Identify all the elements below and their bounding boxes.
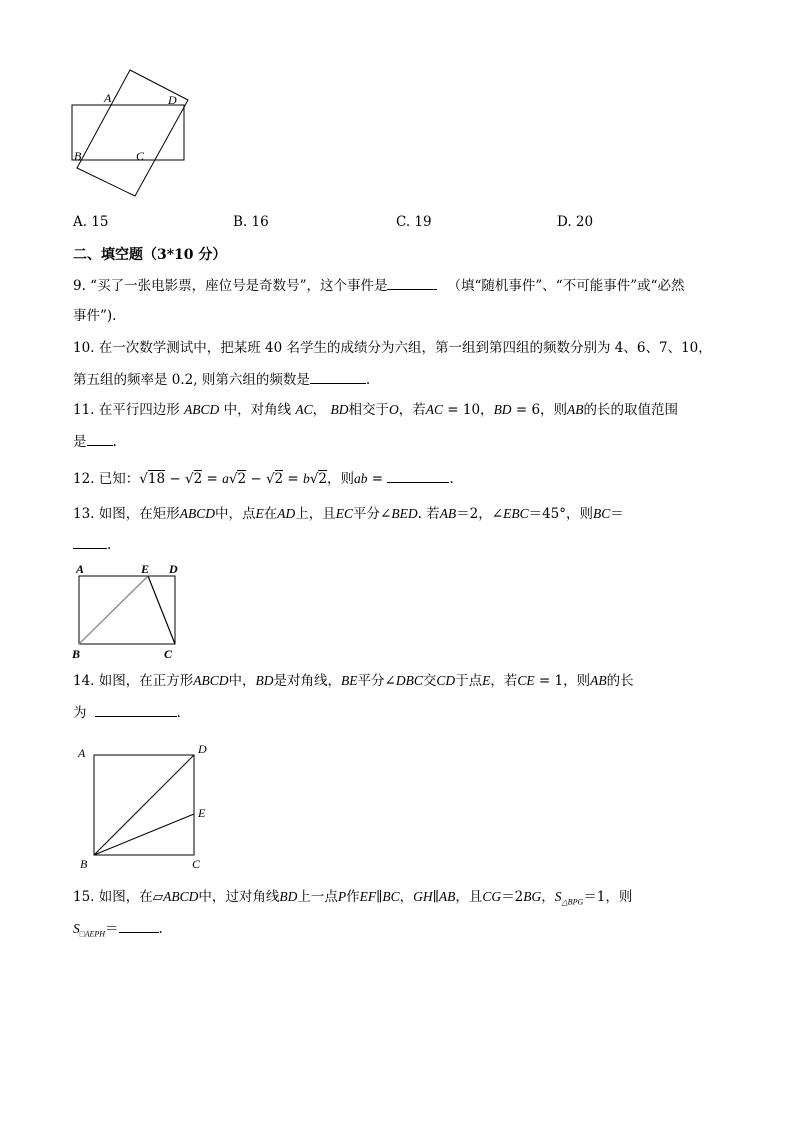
q15-p1: 15. 如图，在 xyxy=(73,889,153,905)
q13-figure xyxy=(68,560,198,664)
q15-cg: CG xyxy=(482,889,502,904)
q13-p6: . 若 xyxy=(417,506,440,522)
q11-end: . xyxy=(112,434,117,450)
q12-radicand2: 2 xyxy=(193,471,203,487)
q15-end: . xyxy=(158,921,163,937)
q15-p9: ＝1，则 xyxy=(583,889,633,905)
q10-text: 第五组的频率是 0.2, 则第六组的频数是 xyxy=(73,372,310,388)
q14-label-d: D xyxy=(198,742,207,756)
q11-ac: AC xyxy=(295,402,313,417)
q11-eq2: = 6，则 xyxy=(511,402,568,418)
q9-line1 xyxy=(73,275,685,296)
q12-p1: 12. 已知： xyxy=(73,471,140,487)
q12-minus: − xyxy=(165,471,185,487)
q12-eq-b: = xyxy=(283,471,304,487)
q12-radicand5: 2 xyxy=(318,471,327,487)
q14-label-b: B xyxy=(80,857,88,871)
q14-p2: 中， xyxy=(228,673,256,689)
q14-bd: BD xyxy=(255,673,274,688)
choice-c: C. 19 xyxy=(396,214,432,230)
q8-figure xyxy=(60,64,200,200)
q14-dbc: DBC xyxy=(395,673,423,688)
q14-abcd: ABCD xyxy=(193,673,229,688)
q10-blank[interactable] xyxy=(310,369,366,384)
q9-tail: （填“随机事件”、“不可能事件”或“必然 xyxy=(447,278,685,294)
q15-blank[interactable] xyxy=(119,918,159,933)
parallelogram-icon: ▱ xyxy=(152,889,164,905)
sqrt-icon: √ xyxy=(228,471,238,487)
q14-p3: 是对角线， xyxy=(273,673,342,689)
q14-label-c: C xyxy=(192,857,201,871)
q11-line2 xyxy=(73,431,117,452)
q15-p6: ，且 xyxy=(455,889,483,905)
q13-ebc: EBC xyxy=(503,506,529,521)
q15-sub2: □AEPH xyxy=(79,929,106,939)
q8-label-b: B xyxy=(74,149,82,163)
q13-line1 xyxy=(73,504,624,524)
q12-radicand4: 2 xyxy=(274,471,284,487)
q8-label-a: A xyxy=(104,91,112,105)
q13-p2: 中，点 xyxy=(215,506,256,522)
q11-p6: 的长的取值范围 xyxy=(583,402,679,418)
q14-p9: 的长 xyxy=(606,673,634,689)
q13-ec: EC xyxy=(335,506,354,521)
q15-line1 xyxy=(73,887,632,913)
q14-line2 xyxy=(73,702,181,723)
q12-minus2: − xyxy=(246,471,266,487)
q13-label-a: A xyxy=(76,562,85,576)
q8-parallelogram xyxy=(77,70,188,196)
q15-p5: ， xyxy=(399,889,414,905)
q15-sub1: △BPG xyxy=(561,897,584,907)
q11-line2-text: 是 xyxy=(73,434,87,450)
q13-bed: BED xyxy=(391,506,418,521)
q11-abcd: ABCD xyxy=(184,402,220,417)
q13-line2 xyxy=(73,534,111,555)
q15-bc: BC xyxy=(382,889,400,904)
q12-ab: ab xyxy=(354,471,368,486)
q14-p1: 14. 如图，在正方形 xyxy=(73,673,194,689)
q15-p7: ＝2 xyxy=(501,889,524,905)
q12-a: a xyxy=(222,471,229,486)
q13-blank[interactable] xyxy=(73,534,107,549)
q12-eq: = xyxy=(367,471,388,487)
q11-eq1: = 10， xyxy=(442,402,494,418)
q11-ac-eq: AC xyxy=(425,402,443,417)
q9-blank[interactable] xyxy=(387,275,437,290)
q11-bd-eq: BD xyxy=(493,402,512,417)
q15-p10: ＝ xyxy=(105,921,119,937)
q12-end: . xyxy=(449,471,454,487)
q13-bc: BC xyxy=(593,506,611,521)
q14-line2-text: 为 xyxy=(73,705,87,721)
sqrt-icon: √ xyxy=(265,471,275,487)
q14-figure xyxy=(72,738,222,872)
q11-p2: 中，对角线 xyxy=(223,402,292,418)
q13-e: E xyxy=(255,506,264,521)
q15-bg: BG xyxy=(523,889,542,904)
q15-abcd: ABCD xyxy=(163,889,199,904)
q14-bisector-be xyxy=(94,814,194,855)
q12-line xyxy=(73,468,454,489)
q14-p5: 交 xyxy=(422,673,437,689)
section-title: 二、填空题（3*10 分） xyxy=(73,247,227,263)
q13-segment-be xyxy=(79,576,148,644)
choice-b: B. 16 xyxy=(233,214,269,230)
q15-bd: BD xyxy=(279,889,298,904)
q8-label-d: D xyxy=(168,93,177,107)
q11-p3: ， xyxy=(312,402,327,418)
q10-line1: 10. 在一次数学测试中，把某班 40 名学生的成绩分为六组，第一组到第四组的频数分别为 4、6、7、10， xyxy=(73,340,712,356)
q13-p1: 13. 如图，在矩形 xyxy=(73,506,180,522)
q11-bd: BD xyxy=(330,402,349,417)
sqrt-icon: √ xyxy=(139,471,148,487)
q10-end: . xyxy=(365,372,371,388)
q13-segment-ec xyxy=(148,576,175,644)
q13-label-d: D xyxy=(169,562,178,576)
q14-p4: 平分∠ xyxy=(357,673,396,689)
q13-label-b: B xyxy=(72,647,81,661)
q11-p4: 相交于 xyxy=(348,402,389,418)
q12-p2: ，则 xyxy=(327,471,354,487)
choice-d: D. 20 xyxy=(557,214,594,230)
q8-rectangle xyxy=(72,105,184,160)
q11-p1: 11. 在平行四边形 xyxy=(73,402,180,418)
q14-p8: = 1，则 xyxy=(534,673,591,689)
q14-be: BE xyxy=(341,673,358,688)
q14-cd: CD xyxy=(436,673,456,688)
q14-label-a: A xyxy=(78,746,86,760)
parallel-icon: ∥ xyxy=(376,889,383,905)
q15-p: P xyxy=(337,889,347,904)
q11-p5: ，若 xyxy=(398,402,426,418)
q15-p4: 作 xyxy=(346,889,360,905)
q12-radicand3: 2 xyxy=(237,471,247,487)
sqrt-icon: √ xyxy=(184,471,194,487)
q12-radicand1: 18 xyxy=(147,471,166,487)
q14-end: . xyxy=(176,705,181,721)
sqrt-icon: √ xyxy=(309,471,319,487)
q13-label-c: C xyxy=(164,647,173,661)
q13-end: . xyxy=(107,537,112,553)
q14-ce: CE xyxy=(517,673,535,688)
q10-line2 xyxy=(73,369,370,390)
q14-diagonal-bd xyxy=(94,755,194,855)
q15-s: S xyxy=(554,889,562,904)
q14-p6: 于点 xyxy=(455,673,483,689)
q13-p7: ＝2，∠ xyxy=(456,506,504,522)
q13-p3: 在 xyxy=(263,506,278,522)
q14-blank[interactable] xyxy=(95,702,177,717)
q11-line1 xyxy=(73,400,678,420)
q14-ab: AB xyxy=(590,673,607,688)
q15-gh: GH xyxy=(413,889,433,904)
parallel-icon: ∥ xyxy=(432,889,439,905)
q15-p2: 中，过对角线 xyxy=(198,889,280,905)
q14-label-e: E xyxy=(198,806,206,820)
q14-line1 xyxy=(73,671,634,691)
q13-p8: ＝45°，则 xyxy=(528,506,594,522)
q14-p7: ，若 xyxy=(490,673,518,689)
q9-line2: 事件”). xyxy=(73,308,117,324)
q12-blank[interactable] xyxy=(387,468,449,483)
q11-o: O xyxy=(388,402,399,417)
q13-abcd: ABCD xyxy=(179,506,216,521)
q15-ab: AB xyxy=(438,889,456,904)
q13-rectangle xyxy=(79,576,175,644)
q13-p5: 平分∠ xyxy=(353,506,392,522)
q13-p4: 上，且 xyxy=(295,506,336,522)
q13-ab: AB xyxy=(439,506,457,521)
q11-blank[interactable] xyxy=(87,431,113,446)
q9-text: 9. “买了一张电影票，座位号是奇数号”，这个事件是 xyxy=(73,278,388,294)
q15-p8: ， xyxy=(541,889,555,905)
q15-p3: 上一点 xyxy=(297,889,338,905)
q15-line2 xyxy=(73,918,163,945)
q15-s2: S xyxy=(73,921,80,936)
q13-p9: ＝ xyxy=(610,506,624,522)
q13-ad: AD xyxy=(277,506,296,521)
q13-label-e: E xyxy=(141,562,150,576)
q8-label-c: C xyxy=(136,149,145,163)
q15-ef: EF xyxy=(359,889,377,904)
q12-b: b xyxy=(303,471,310,486)
q11-ab: AB xyxy=(567,402,584,417)
q12-eq-a: = xyxy=(202,471,223,487)
choice-a: A. 15 xyxy=(73,214,109,230)
q14-e: E xyxy=(482,673,491,688)
